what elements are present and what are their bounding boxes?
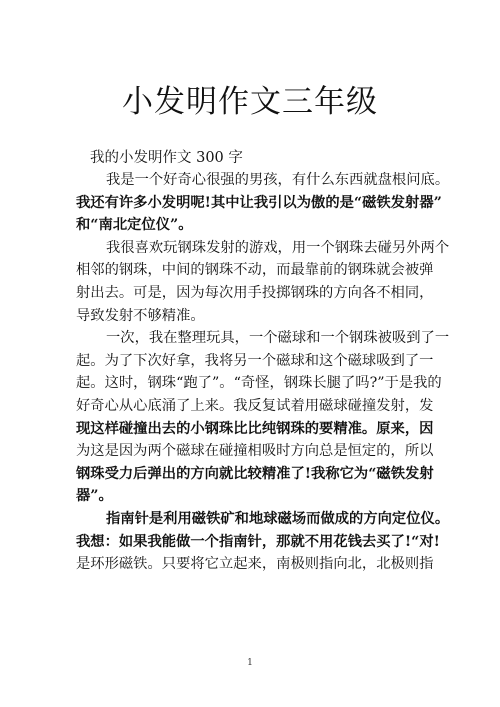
body-line: 一次，我在整理玩具，一个磁球和一个钢珠被吸到了一 bbox=[106, 330, 450, 347]
body-line: 钢珠受力后弹出的方向就比较精准了!我称它为“磁铁发射 bbox=[76, 465, 434, 482]
body-line: 导致发射不够精准。 bbox=[76, 307, 205, 324]
body-line: 指南针是利用磁铁矿和地球磁场而做成的方向定位仪。 bbox=[106, 510, 450, 527]
body-line: 器”。 bbox=[76, 488, 113, 505]
body-line: 和“南北定位仪”。 bbox=[76, 217, 193, 234]
body-line: 射出去。可是，因为每次用手投掷钢珠的方向各不相同， bbox=[76, 284, 434, 301]
body-line: 我想：如果我能做一个指南针，那就不用花钱去买了!“对! bbox=[76, 533, 440, 550]
body-line: 为这是因为两个磁球在碰撞相吸时方向总是恒定的，所以 bbox=[76, 443, 434, 460]
body-line: 起。为了下次好拿，我将另一个磁球和这个磁球吸到了一 bbox=[76, 352, 434, 369]
document-body bbox=[76, 169, 450, 576]
body-line: 相邻的钢珠，中间的钢珠不动，而最靠前的钢珠就会被弹 bbox=[76, 262, 434, 279]
body-line: 现这样碰撞出去的小钢珠比比纯钢珠的要精准。原来，因 bbox=[76, 420, 434, 437]
document-title: 小发明作文三年级 bbox=[122, 84, 378, 120]
body-line: 是环形磁铁。只要将它立起来，南极则指向北，北极则指 bbox=[76, 556, 434, 573]
body-line: 好奇心从心底涌了上来。我反复试着用磁球碰撞发射，发 bbox=[76, 397, 434, 414]
document-subtitle: 我的小发明作文 300 字 bbox=[90, 150, 243, 166]
body-line: 我还有许多小发明呢!其中让我引以为傲的是“磁铁发射器” bbox=[76, 194, 442, 211]
page-number: 1 bbox=[247, 658, 253, 668]
body-line: 起。这时，钢珠“跑了”。“奇怪，钢珠长腿了吗?”于是我的 bbox=[76, 375, 442, 392]
body-line: 我是一个好奇心很强的男孩，有什么东西就盘根问底。 bbox=[106, 172, 450, 188]
body-line: 我很喜欢玩钢珠发射的游戏，用一个钢珠去碰另外两个 bbox=[106, 239, 450, 256]
